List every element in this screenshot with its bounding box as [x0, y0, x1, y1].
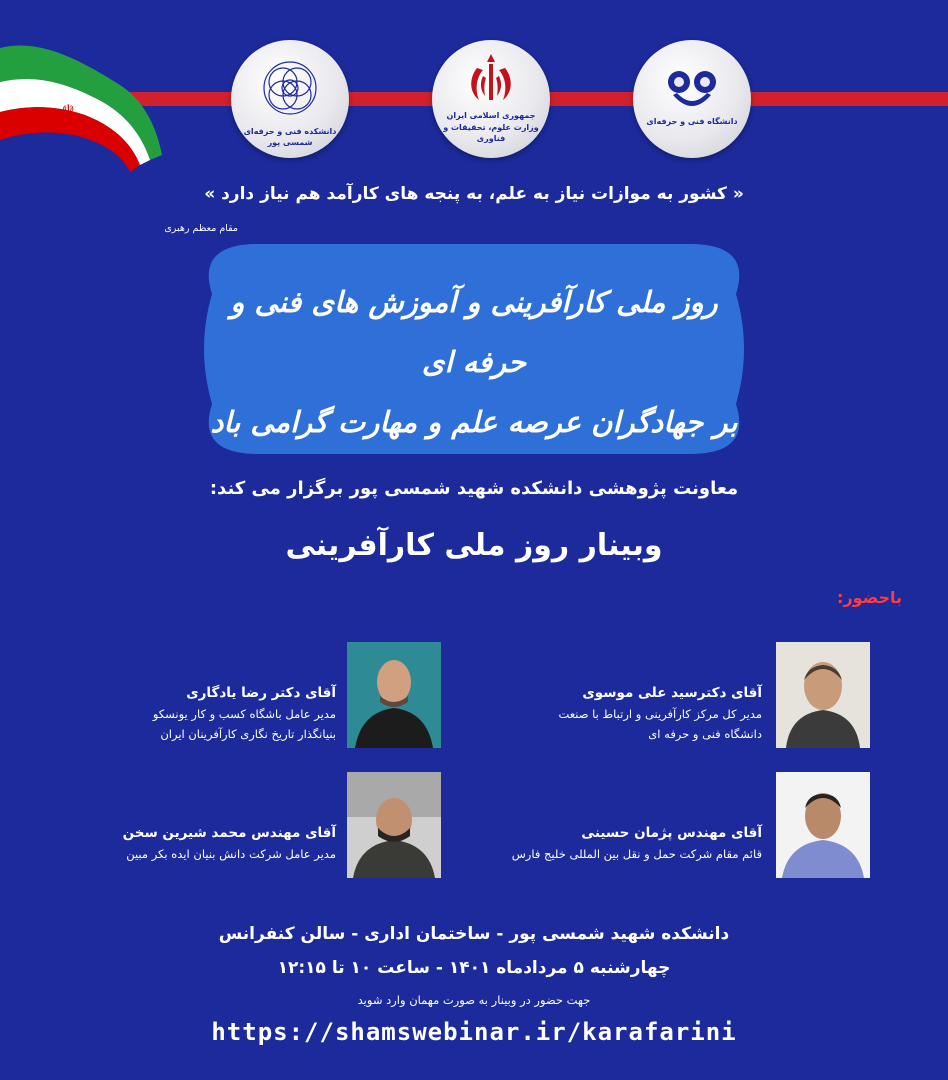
guest-note: جهت حضور در وبینار به صورت مهمان وارد شوید: [357, 993, 591, 1007]
logo-caption-ministry-line1: جمهوری اسلامی ایران: [446, 111, 536, 120]
portrait-icon: [347, 772, 441, 878]
speaker-yadegari: [153, 682, 336, 744]
speaker-hosseini: [512, 822, 762, 864]
organizer-text: معاونت پژوهشی دانشکده شهید شمسی پور برگزار می کند:: [209, 478, 739, 499]
banner-line-2: بر جهادگران عرصه علم و مهارت گرامی باد: [210, 405, 738, 439]
speaker-photo-yadegari: [347, 642, 441, 748]
speaker-name: آقای دکتر رضا یادگاری: [186, 685, 336, 701]
event-location: دانشکده شهید شمسی پور - ساختمان اداری - سالن کنفرانس: [218, 924, 730, 944]
speaker-role: بنیانگذار تاریخ نگاری کارآفرینان ایران: [160, 727, 336, 741]
speaker-name: آقای مهندس پژمان حسینی: [581, 825, 762, 841]
attendance-label: باحضور:: [837, 588, 902, 607]
portrait-icon: [347, 642, 441, 748]
speaker-photo-mousavi: [776, 642, 870, 748]
iran-flag-icon: [0, 30, 170, 180]
logo-caption-ministry-line2: وزارت علوم، تحقیقات و فناوری: [443, 123, 539, 143]
logo-tvu: [633, 40, 751, 158]
logo-caption-tvu: دانشگاه فنی و حرفه‌ای: [646, 117, 738, 126]
webinar-link[interactable]: https://shamswebinar.ir/karafarini: [211, 1018, 737, 1046]
logo-ministry: [432, 40, 550, 158]
speaker-name: آقای مهندس محمد شیرین سخن: [122, 825, 336, 841]
speaker-name: آقای دکترسید علی موسوی: [582, 685, 762, 701]
speaker-role: مدیر عامل شرکت دانش بنیان ایده بکر مبین: [126, 847, 336, 861]
speaker-role: قائم مقام شرکت حمل و نقل بین المللی خلیج فارس: [511, 847, 762, 861]
speaker-photo-shirinsokhan: [347, 772, 441, 878]
portrait-icon: [776, 642, 870, 748]
event-datetime: چهارشنبه ۵ مردادماه ۱۴۰۱ - ساعت ۱۰ تا ۱۲:۱۵: [277, 958, 671, 978]
logo-shamsipour: [231, 40, 349, 158]
tvu-emblem-icon: [633, 40, 751, 158]
speaker-mousavi: [558, 682, 762, 744]
speaker-role: دانشگاه فنی و حرفه ای: [648, 727, 762, 741]
speaker-role: مدیر عامل باشگاه کسب و کار یونسکو: [152, 707, 336, 721]
speaker-photo-hosseini: [776, 772, 870, 878]
svg-text:☫: ☫: [62, 102, 75, 118]
quote-author: مقام معظم رهبری: [164, 223, 238, 234]
portrait-icon: [776, 772, 870, 878]
event-title: وبینار روز ملی کارآفرینی: [285, 528, 663, 563]
logo-caption-shamsipour: دانشکده فنی و حرفه‌ای شمسی پور: [243, 127, 337, 147]
speaker-shirinsokhan: [123, 822, 336, 864]
banner-line-1: روز ملی کارآفرینی و آموزش های فنی و حرفه ای: [230, 285, 718, 379]
leader-quote: « کشور به موازات نیاز به علم، به پنجه های کارآمد هم نیاز دارد »: [204, 184, 744, 204]
speaker-role: مدیر کل مرکز کارآفرینی و ارتباط با صنعت: [558, 707, 762, 721]
greeting-banner: [196, 272, 752, 452]
